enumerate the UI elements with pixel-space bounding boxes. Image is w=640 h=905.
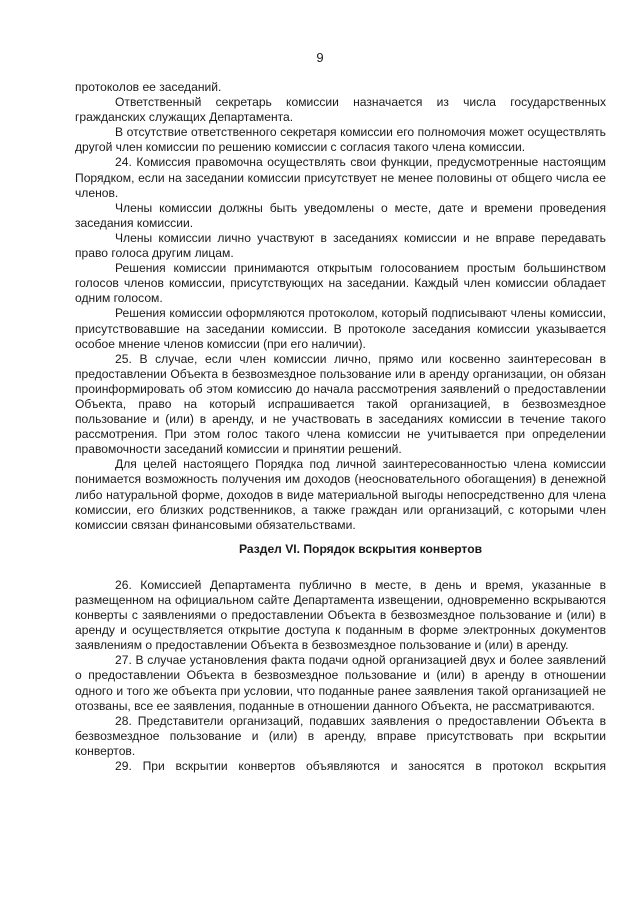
paragraph: 28. Представители организаций, подавших заявления о предоставлении Объекта в безвозмездное пользование и (или) в аренду, вправе присутствовать при вскрытии конвертов. — [75, 713, 606, 758]
paragraph: 29. При вскрытии конвертов объявляются и заносятся в протокол вскрытия — [115, 759, 606, 774]
page-number: 9 — [316, 50, 324, 65]
paragraph: 25. В случае, если член комиссии лично, прямо или косвенно заинтересован в предоставлении Объекта в безвозмездное пользование или в аренду организации, он обязан проинформировать об этом комиссию до начала рассмотрения заявлений о предоставлении Объекта, право на который испрашивается такой организацией, в безвозмездное пользование и (или) в аренду, и не участвовать в заседаниях комиссии в течение такого рассмотрения. При этом голос такого члена комиссии не учитывается при определении правомочности заседаний комиссии и принятии решений. — [75, 351, 606, 457]
paragraph: 27. В случае установления факта подачи одной организацией двух и более заявлений о предоставлении Объекта в безвозмездное пользование и (или) в аренду в отношении одного и того же объекта при условии, что поданные ранее заявления такой организацией не отозваны, все ее заявления, поданные в отношении данного Объекта, не рассматриваются. — [75, 653, 606, 713]
paragraph: 26. Комиссией Департамента публично в месте, в день и время, указанные в размещенном на официальном сайте Департамента извещении, одновременно вскрываются конверты с заявлениями о предоставлении Объекта в безвозмездное пользование и (или) в аренду и осуществляется открытие доступа к поданным в форме электронных документов заявлениям о предоставлении Объекта в безвозмездное пользование и (или) в аренду. — [75, 577, 606, 653]
paragraph: Решения комиссии оформляются протоколом, который подписывают члены комиссии, присутствовавшие на заседании комиссии. В протоколе заседания комиссии указывается особое мнение членов комиссии (при его наличии). — [75, 306, 606, 351]
paragraph: Члены комиссии должны быть уведомлены о месте, дате и времени проведения заседания комиссии. — [75, 200, 606, 230]
paragraph: Члены комиссии лично участвуют в заседаниях комиссии и не вправе передавать право голоса другим лицам. — [75, 230, 606, 261]
paragraph: В отсутствие ответственного секретаря комиссии его полномочия может осуществлять другой член комиссии по решению комиссии с согласия такого члена комиссии. — [75, 125, 606, 155]
paragraph: Для целей настоящего Порядка под личной заинтересованностью члена комиссии понимается возможность получения им доходов (неосновательного обогащения) в денежной либо натуральной форме, доходов в виде материальной выгоды непосредственно для члена комиссии, его близких родственников, а также граждан или организаций, с которыми член комиссии связан финансовыми обязательствами. — [75, 457, 606, 532]
paragraph: протоколов ее заседаний. — [75, 80, 222, 94]
section-heading: Раздел VI. Порядок вскрытия конвертов — [238, 541, 483, 556]
paragraph: Ответственный секретарь комиссии назначается из числа государственных гражданских служащих Департамента. — [75, 95, 606, 125]
paragraph: 24. Комиссия правомочна осуществлять свои функции, предусмотренные настоящим Порядком, если на заседании комиссии присутствует не менее половины от общего числа ее членов. — [75, 155, 606, 200]
paragraph: Решения комиссии принимаются открытым голосованием простым большинством голосов членов комиссии, присутствующих на заседании. Каждый член комиссии обладает одним голосом. — [75, 261, 606, 306]
document-body — [75, 80, 606, 774]
